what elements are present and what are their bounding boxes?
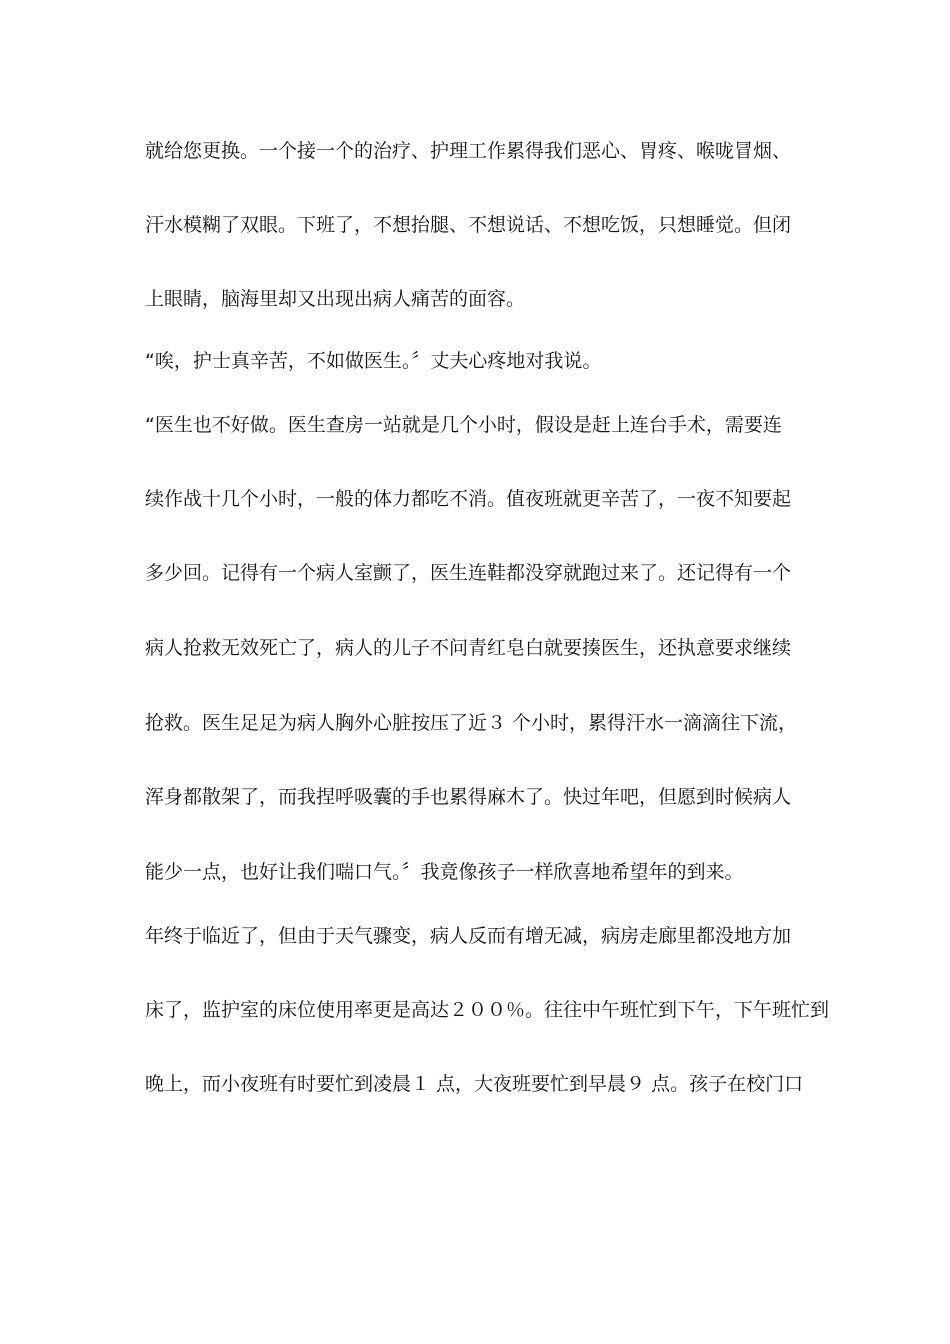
text-line: 病人抢救无效死亡了，病人的儿子不问青红皂白就要揍医生，还执意要求继续 [145, 637, 792, 659]
text-line: 就给您更换。一个接一个的治疗、护理工作累得我们恶心、胃疼、喉咙冒烟、 [145, 140, 792, 162]
text-line: 能少一点，也好让我们喘口气。〞我竟像孩子一样欣喜地希望年的到来。 [145, 861, 744, 883]
text-line: 抢救。医生足足为病人胸外心脏按压了近３ 个小时，累得汗水一滴滴往下流， [145, 712, 798, 734]
text-line: 汗水模糊了双眼。下班了，不想抬腿、不想说话、不想吃饭，只想睡觉。但闭 [145, 214, 792, 236]
text-line: “医生也不好做。医生查房一站就是几个小时，假设是赶上连台手术，需要连 [145, 414, 782, 436]
text-line: “唉，护士真辛苦，不如做医生。〞丈夫心疼地对我说。 [145, 350, 602, 372]
text-line: 浑身都散架了，而我捏呼吸囊的手也累得麻木了。快过年吧，但愿到时候病人 [145, 786, 792, 808]
text-line: 续作战十几个小时，一般的体力都吃不消。值夜班就更辛苦了，一夜不知要起 [145, 488, 792, 510]
text-line: 多少回。记得有一个病人室颤了，医生连鞋都没穿就跑过来了。还记得有一个 [145, 562, 792, 584]
text-line: 晚上，而小夜班有时要忙到凌晨１ 点，大夜班要忙到早晨９ 点。孩子在校门口 [145, 1073, 804, 1095]
text-line: 上眼睛，脑海里却又出现出病人痛苦的面容。 [145, 288, 526, 310]
text-line: 床了，监护室的床位使用率更是高达２００％。往往中午班忙到下午，下午班忙到 [145, 999, 830, 1021]
text-line: 年终于临近了，但由于天气骤变，病人反而有增无减，病房走廊里都没地方加 [145, 925, 792, 947]
